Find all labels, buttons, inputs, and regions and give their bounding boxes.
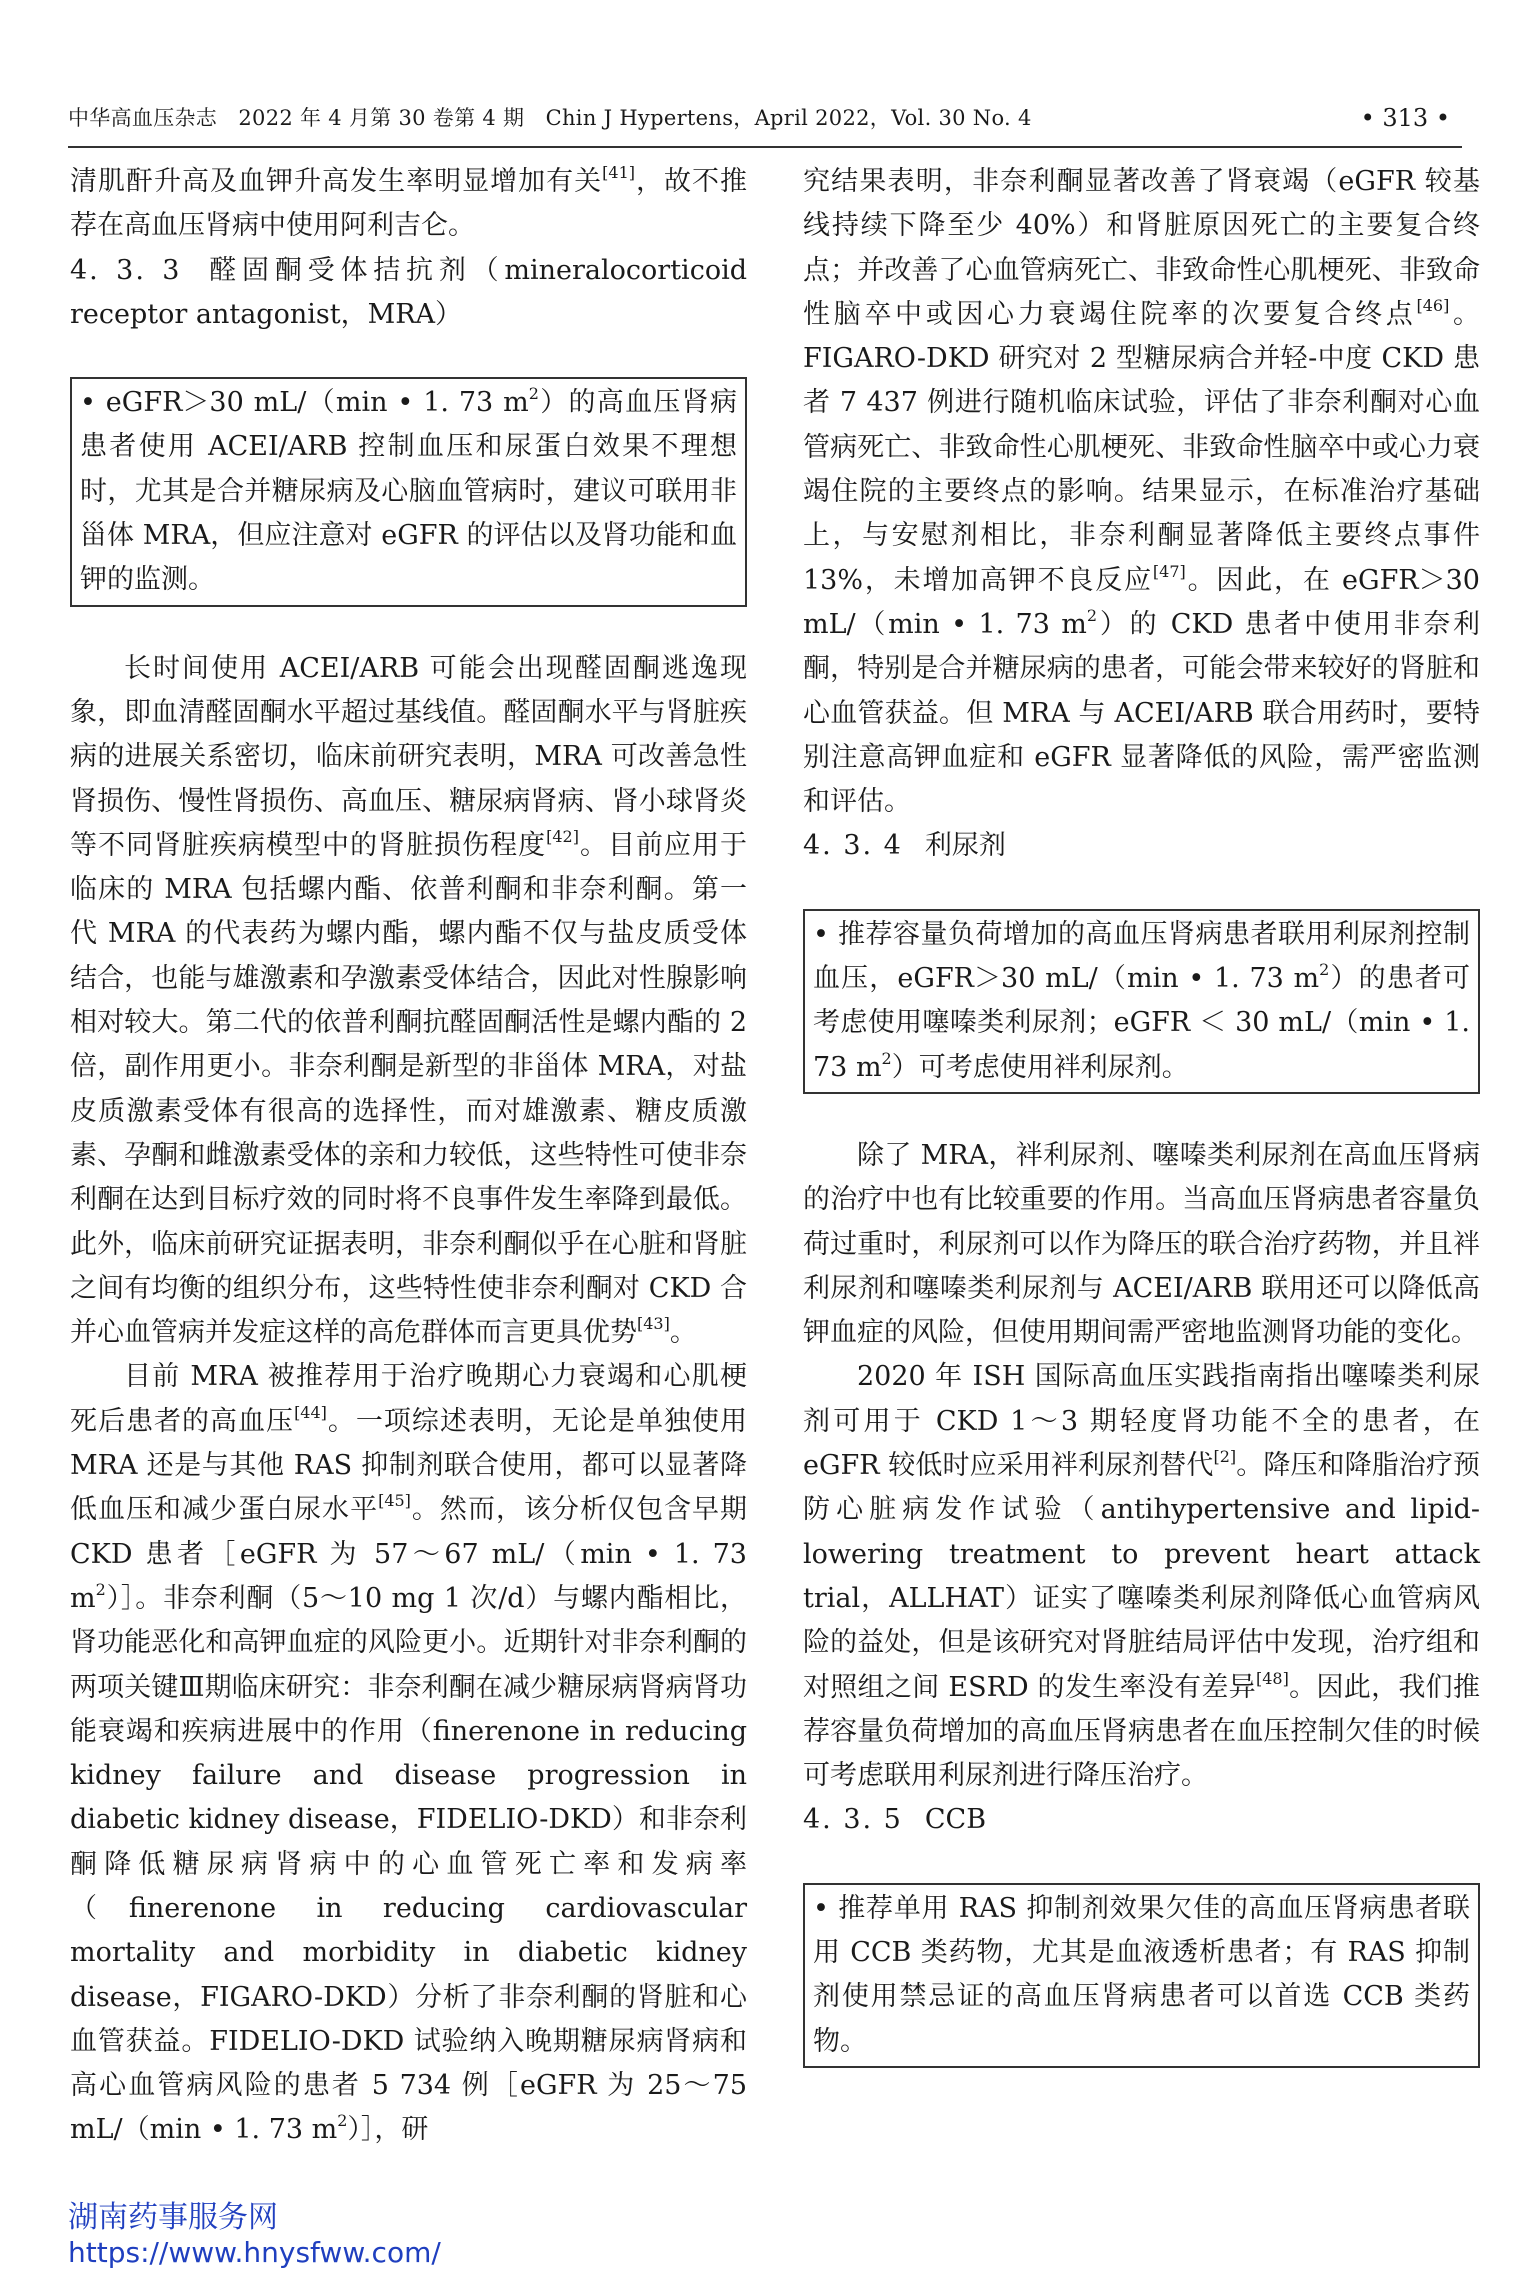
citation-ref: [2] [1213,1447,1237,1467]
site-url[interactable]: https://www.hnysfww.com/ [68,2236,441,2269]
right-column [803,160,1480,2068]
citation-ref: [48] [1255,1668,1289,1688]
page-number: • 313 • [1360,104,1450,132]
left-column [70,160,747,2153]
paragraph-continued: 清肌酐升高及血钾升高发生率明显增加有关[41]，故不推荐在高血压肾病中使用阿利吉仑。 [70,163,748,242]
recommendation-box-ccb: • 推荐单用 RAS 抑制剂效果欠佳的高血压肾病患者联用 CCB 类药物，尤其是血液透析患者；有 RAS 抑制剂使用禁忌证的高血压肾病患者可以首选 CCB 类药物。 [803,1883,1480,2068]
citation-ref: [46] [1416,295,1450,315]
watermark-footer [68,2200,441,2270]
citation-ref: [44] [294,1402,327,1422]
citation-ref: [43] [637,1314,670,1334]
paragraph-ish-guideline: 2020 年 ISH 国际高血压实践指南指出噻嗪类利尿剂可用于 CKD 1～3 期轻度肾功能不全的患者，在 eGFR 较低时应采用袢利尿剂替代[2]。降压和降脂治疗预防心脏病发作试验（antihypertensive and lipid-lowering treatment to prevent heart attack trial，ALLHAT）证实了噻嗪类利尿剂降低心血管病风险的益处，但是该研究对肾脏结局评估中发现，治疗组和对照组之间 ESRD 的发生率没有差异[48]。因此，我们推荐容量负荷增加的高血压肾病患者在血压控制欠佳的时候可考虑联用利尿剂进行降压治疗。 [803,1361,1480,1792]
section-heading-mra: 4. 3. 3 醛固酮受体拮抗剂（mineralocorticoid receptor antagonist，MRA） [70,254,747,330]
section-heading-diuretic: 4. 3. 4 利尿剂 [803,830,1006,862]
citation-ref: [41] [602,163,635,182]
paragraph-continued: 究结果表明，非奈利酮显著改善了肾衰竭（eGFR 较基线持续下降至少 40%）和肾脏原因死亡的主要复合终点；并改善了心血管病死亡、非致命性心肌梗死、非致命性脑卒中或因心力衰竭住院率的次要复合终点[46]。FIGARO-DKD 研究对 2 型糖尿病合并轻-中度 CKD 患者 7 437 例进行随机临床试验，评估了非奈利酮对心血管病死亡、非致命性心肌梗死、非致命性脑卒中或心力衰竭住院的主要终点的影响。结果显示，在标准治疗基础上，与安慰剂相比，非奈利酮显著降低主要终点事件 13%，未增加高钾不良反应[47]。因此，在 eGFR＞30 mL/（min • 1. 73 $m^2$）的 CKD 患者中使用非奈利酮，特别是合并糖尿病的患者，可能会带来较好的肾脏和心血管获益。但 MRA 与 ACEI/ARB 联合用药时，要特别注意高钾血症和 eGFR 显著降低的风险，需严密监测和评估。 [803,166,1481,818]
paragraph-mra-intro: 长时间使用 ACEI/ARB 可能会出现醛固酮逃逸现象，即血清醛固酮水平超过基线值。醛固酮水平与肾脏疾病的进展关系密切，临床前研究表明，MRA 可改善急性肾损伤、慢性肾损伤、高血压、糖尿病肾病、肾小球肾炎等不同肾脏疾病模型中的肾脏损伤程度[42]。目前应用于临床的 MRA 包括螺内酯、依普利酮和非奈利酮。第一代 MRA 的代表药为螺内酯，螺内酯不仅与盐皮质受体结合，也能与雄激素和孕激素受体结合，因此对性腺影响相对较大。第二代的依普利酮抗醛固酮活性是螺内酯的 2 倍，副作用更小。非奈利酮是新型的非甾体 MRA，对盐皮质激素受体有很高的选择性，而对雄激素、糖皮质激素、孕酮和雌激素受体的亲和力较低，这些特性可使非奈利酮在达到目标疗效的同时将不良事件发生率降到最低。此外，临床前研究证据表明，非奈利酮似乎在心脏和肾脏之间有均衡的组织分布，这些特性使非奈利酮对 CKD 合并心血管病并发症这样的高危群体而言更具优势[43]。 [70,652,748,1349]
site-name: 湖南药事服务网 [68,2200,278,2235]
citation-ref: [47] [1152,561,1186,581]
citation-ref: [42] [546,826,579,846]
paragraph-diuretic: 除了 MRA，袢利尿剂、噻嗪类利尿剂在高血压肾病的治疗中也有比较重要的作用。当高血压肾病患者容量负荷过重时，利尿剂可以作为降压的联合治疗药物，并且袢利尿剂和噻嗪类利尿剂与 ACEI/ARB 联用还可以降低高钾血症的风险，但使用期间需严密地监测肾功能的变化。 [803,1139,1480,1349]
citation-ref: [45] [378,1491,411,1511]
recommendation-box-mra: • eGFR＞30 mL/（min • 1. 73 $m^2$）的高血压肾病患者使用 ACEI/ARB 控制血压和尿蛋白效果不理想时，尤其是合并糖尿病及心脑血管病时，建议可联用非甾体 MRA，但应注意对 eGFR 的评估以及肾功能和血钾的监测。 [70,377,747,606]
running-header [68,96,1462,148]
recommendation-box-diuretic: • 推荐容量负荷增加的高血压肾病患者联用利尿剂控制血压，eGFR＞30 mL/（min • 1. 73 $m^2$）的患者可考虑使用噻嗪类利尿剂；eGFR ＜ 30 mL/（min • 1. 73 $m^2$）可考虑使用袢利尿剂。 [803,909,1480,1094]
journal-citation: 中华高血压杂志 2022 年 4 月第 30 卷第 4 期 Chin J Hypertens，April 2022，Vol. 30 No. 4 [68,106,1032,130]
paragraph-mra-evidence: 目前 MRA 被推荐用于治疗晚期心力衰竭和心肌梗死后患者的高血压[44]。一项综述表明，无论是单独使用 MRA 还是与其他 RAS 抑制剂联合使用，都可以显著降低血压和减少蛋白尿水平[45]。然而，该分析仅包含早期 CKD 患者［eGFR 为 57～67 mL/（min • 1. 73 $m^2)]$。非奈利酮（5～10 mg 1 次/d）与螺内酯相比，肾功能恶化和高钾血症的风险更小。近期针对非奈利酮的两项关键Ⅲ期临床研究：非奈利酮在减少糖尿病肾病肾功能衰竭和疾病进展中的作用（finerenone in reducing kidney failure and disease progression in diabetic kidney disease，FIDELIO-DKD）和非奈利酮降低糖尿病肾病中的心血管死亡率和发病率（finerenone in reducing cardiovascular mortality and morbidity in diabetic kidney disease，FIGARO-DKD）分析了非奈利酮的肾脏和心血管获益。FIDELIO-DKD 试验纳入晚期糖尿病肾病和高心血管病风险的患者 5 734 例［eGFR 为 25～75 mL/（min • 1. 73 $m^2)]$，研 [70,1361,748,2146]
section-heading-ccb: 4. 3. 5 CCB [803,1804,987,1836]
